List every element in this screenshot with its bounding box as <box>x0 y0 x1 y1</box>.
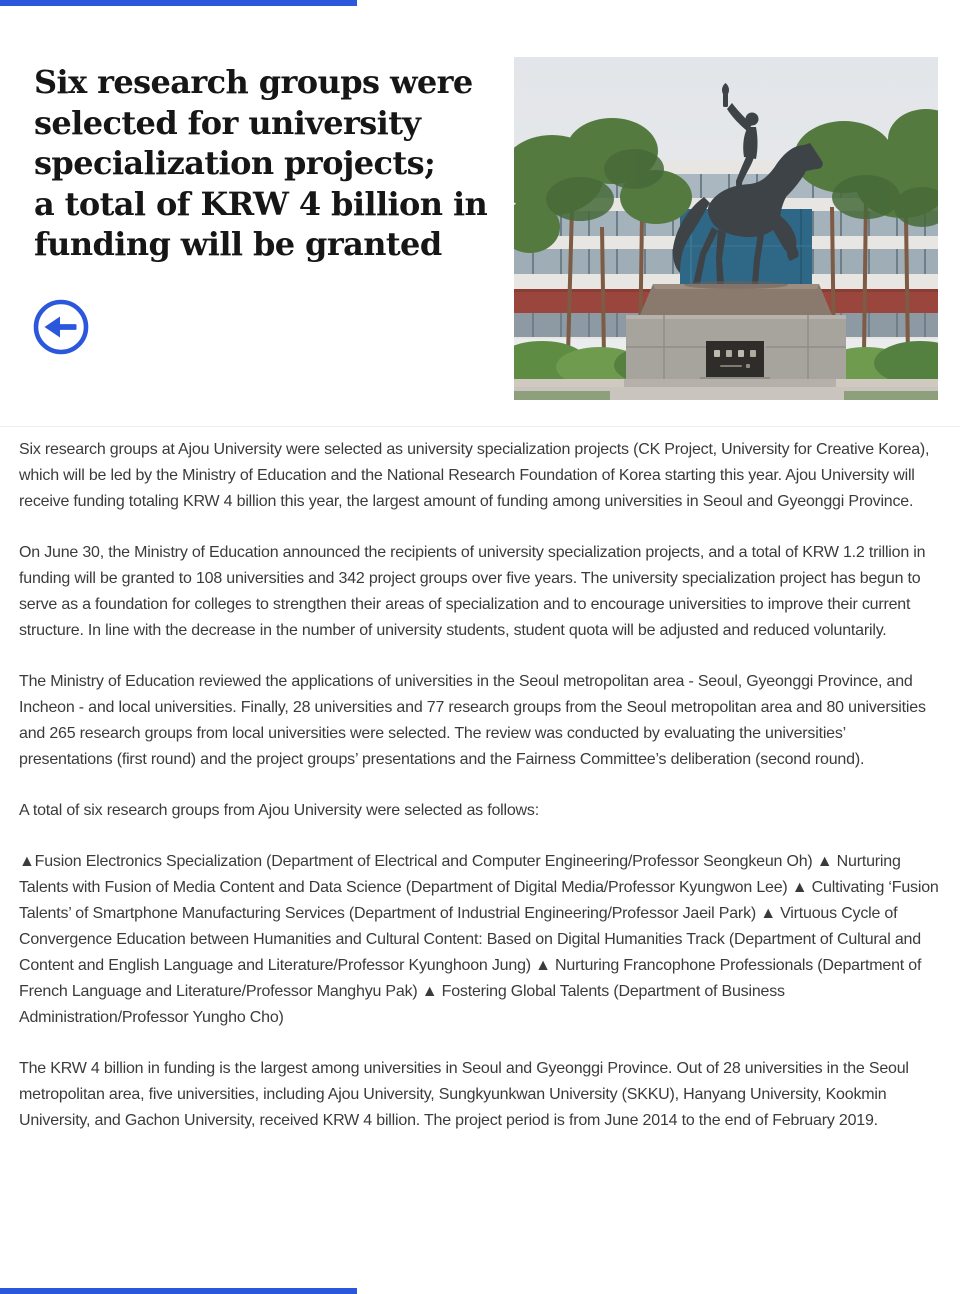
paragraph-lead-in: A total of six research groups from Ajou University were selected as follows: <box>19 802 539 819</box>
paragraph-funding: The KRW 4 billion in funding is the largest among universities in Seoul and Gyeonggi Province. Out of 28 universities in the Seoul metropolitan area, five universities, including Ajou University, Sungkyunkwan University (SKKU), Hanyang University, Kookmin University, and Gachon University, received KRW 4 billion. The project period is from June 2014 to the end of February 2019. <box>19 1060 909 1129</box>
paragraph-intro: Six research groups at Ajou University were selected as university specialization projects (CK Project, University for Creative Korea), which will be led by the Ministry of Education and the National Research Foundation of Korea starting this year. Ajou University will receive funding totaling KRW 4 billion this year, the largest amount of funding among universities in Seoul and Gyeonggi Province. <box>19 441 930 510</box>
paragraph-review: The Ministry of Education reviewed the applications of universities in the Seoul metropolitan area - Seoul, Gyeonggi Province, and Incheon - and local universities. Finally, 28 universities and 77 research groups from the Seoul metropolitan area and 80 universities and 265 research groups from local universities were selected. The review was conducted by evaluating the universities’ presentations (first round) and the project groups’ presentations and the Fairness Committee’s deliberation (second round). <box>19 673 926 768</box>
page-title <box>34 62 520 265</box>
back-button[interactable] <box>31 297 91 357</box>
statue-photo-graphic <box>514 57 938 400</box>
title-line-2: selected for university <box>34 103 421 142</box>
article-body <box>19 437 943 1134</box>
title-line-3: specialization projects; <box>34 144 436 182</box>
title-line-1: Six research groups were <box>34 63 473 101</box>
arrow-left-icon <box>31 297 91 357</box>
statue-photo <box>514 57 938 400</box>
section-divider <box>0 426 960 427</box>
title-line-4: a total of KRW 4 billion in <box>34 184 488 223</box>
paragraph-group-list: ▲Fusion Electronics Specialization (Department of Electrical and Computer Engineering/Professor Seongkeun Oh) ▲ Nurturing Talents with Fusion of Media Content and Data Science (Department of Digital Media/Professor Kyungwon Lee) ▲ Cultivating ‘Fusion Talents’ of Smartphone Manufacturing Services (Department of Industrial Engineering/Professor Jaeil Park) ▲ Virtuous Cycle of Convergence Education between Humanities and Cultural Content: Based on Digital Humanities Track (Department of Cultural and Content and English Language and Literature/Professor Kyunghoon Jung) ▲ Nurturing Francophone Professionals (Department of French Language and Literature/Professor Manghyu Pak) ▲ Fostering Global Talents (Department of Business Administration/Professor Yungho Cho) <box>19 853 939 1026</box>
title-line-5: funding will be granted <box>34 225 442 263</box>
statue-pedestal <box>614 284 858 391</box>
paragraph-announcement: On June 30, the Ministry of Education announced the recipients of university specialization projects, and a total of KRW 1.2 trillion in funding will be granted to 108 universities and 342 project groups over five years. The university specialization project has begun to serve as a foundation for colleges to strengthen their areas of specialization and to encourage universities to improve their current structure. In line with the decrease in the number of university students, student quota will be adjusted and reduced voluntarily. <box>19 544 926 639</box>
top-accent-bar <box>0 0 357 6</box>
bottom-accent-bar <box>0 1288 357 1294</box>
